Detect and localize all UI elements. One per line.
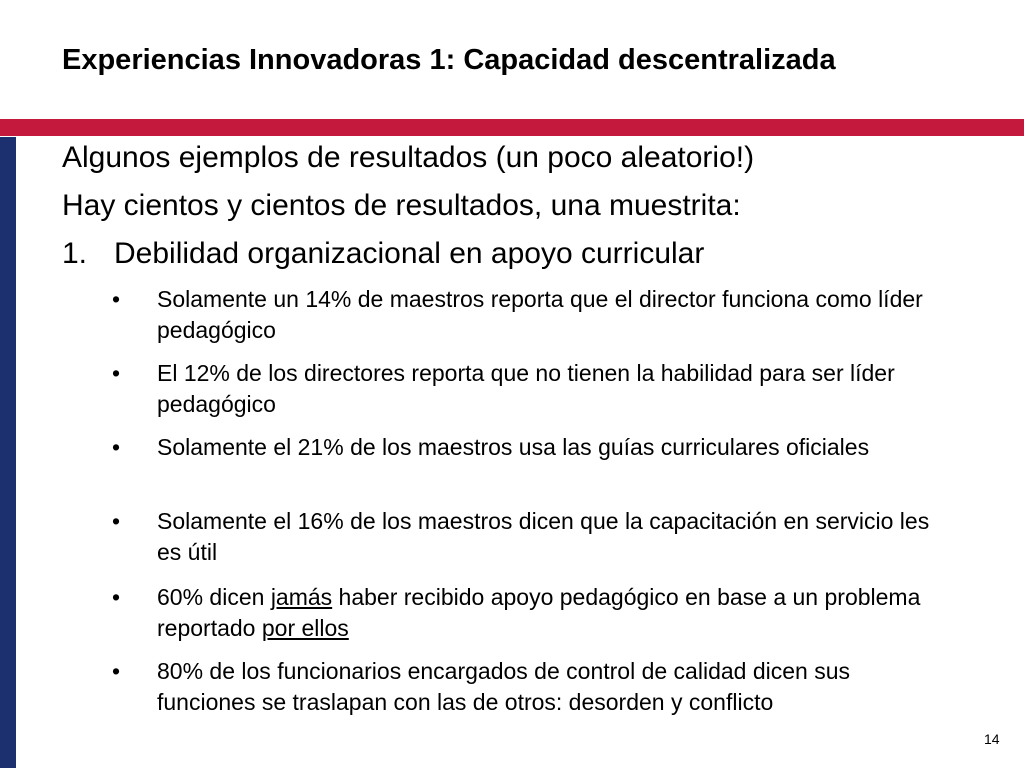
intro-line-1: Algunos ejemplos de resultados (un poco aleatorio!) <box>62 141 755 174</box>
title-divider-band <box>0 119 1024 136</box>
bullet-text-part: 60% dicen <box>157 584 271 610</box>
bullet-item <box>112 284 942 346</box>
bullet-text <box>157 582 942 644</box>
bullet-text-part: haber recibido apoyo pedagógico en base a un problema reportado <box>157 584 921 641</box>
slide-title: Experiencias Innovadoras 1: Capacidad descentralizada <box>62 44 836 76</box>
bullet-text: Solamente un 14% de maestros reporta que el director funciona como líder pedagógico <box>157 286 923 343</box>
left-accent-bar <box>0 137 16 768</box>
bullet-text: 80% de los funcionarios encargados de control de calidad dicen sus funciones se traslapan con las de otros: desorden y conflicto <box>157 658 850 715</box>
bullet-text: El 12% de los directores reporta que no tienen la habilidad para ser líder pedagógico <box>157 360 895 417</box>
item-number: 1. <box>62 237 88 270</box>
bullet-item <box>112 432 942 463</box>
underlined-emphasis: jamás <box>270 584 333 610</box>
intro-line-2: Hay cientos y cientos de resultados, una muestrita: <box>62 189 741 222</box>
bullet-icon: • <box>112 584 121 610</box>
bullet-item <box>112 656 942 718</box>
bullet-item <box>112 582 942 644</box>
numbered-item-1 <box>62 236 704 272</box>
bullet-icon: • <box>112 658 121 684</box>
bullet-item <box>112 358 942 420</box>
bullet-item <box>112 506 942 568</box>
bullet-icon: • <box>112 286 121 312</box>
bullet-icon: • <box>112 360 121 386</box>
bullet-text: Solamente el 21% de los maestros usa las guías curriculares oficiales <box>157 434 870 460</box>
underlined-emphasis: por ellos <box>261 615 349 641</box>
page-number: 14 <box>984 731 1000 747</box>
item-text: Debilidad organizacional en apoyo curricular <box>114 237 705 270</box>
bullet-icon: • <box>112 508 121 534</box>
bullet-text: Solamente el 16% de los maestros dicen que la capacitación en servicio les es útil <box>157 508 930 565</box>
bullet-icon: • <box>112 434 121 460</box>
